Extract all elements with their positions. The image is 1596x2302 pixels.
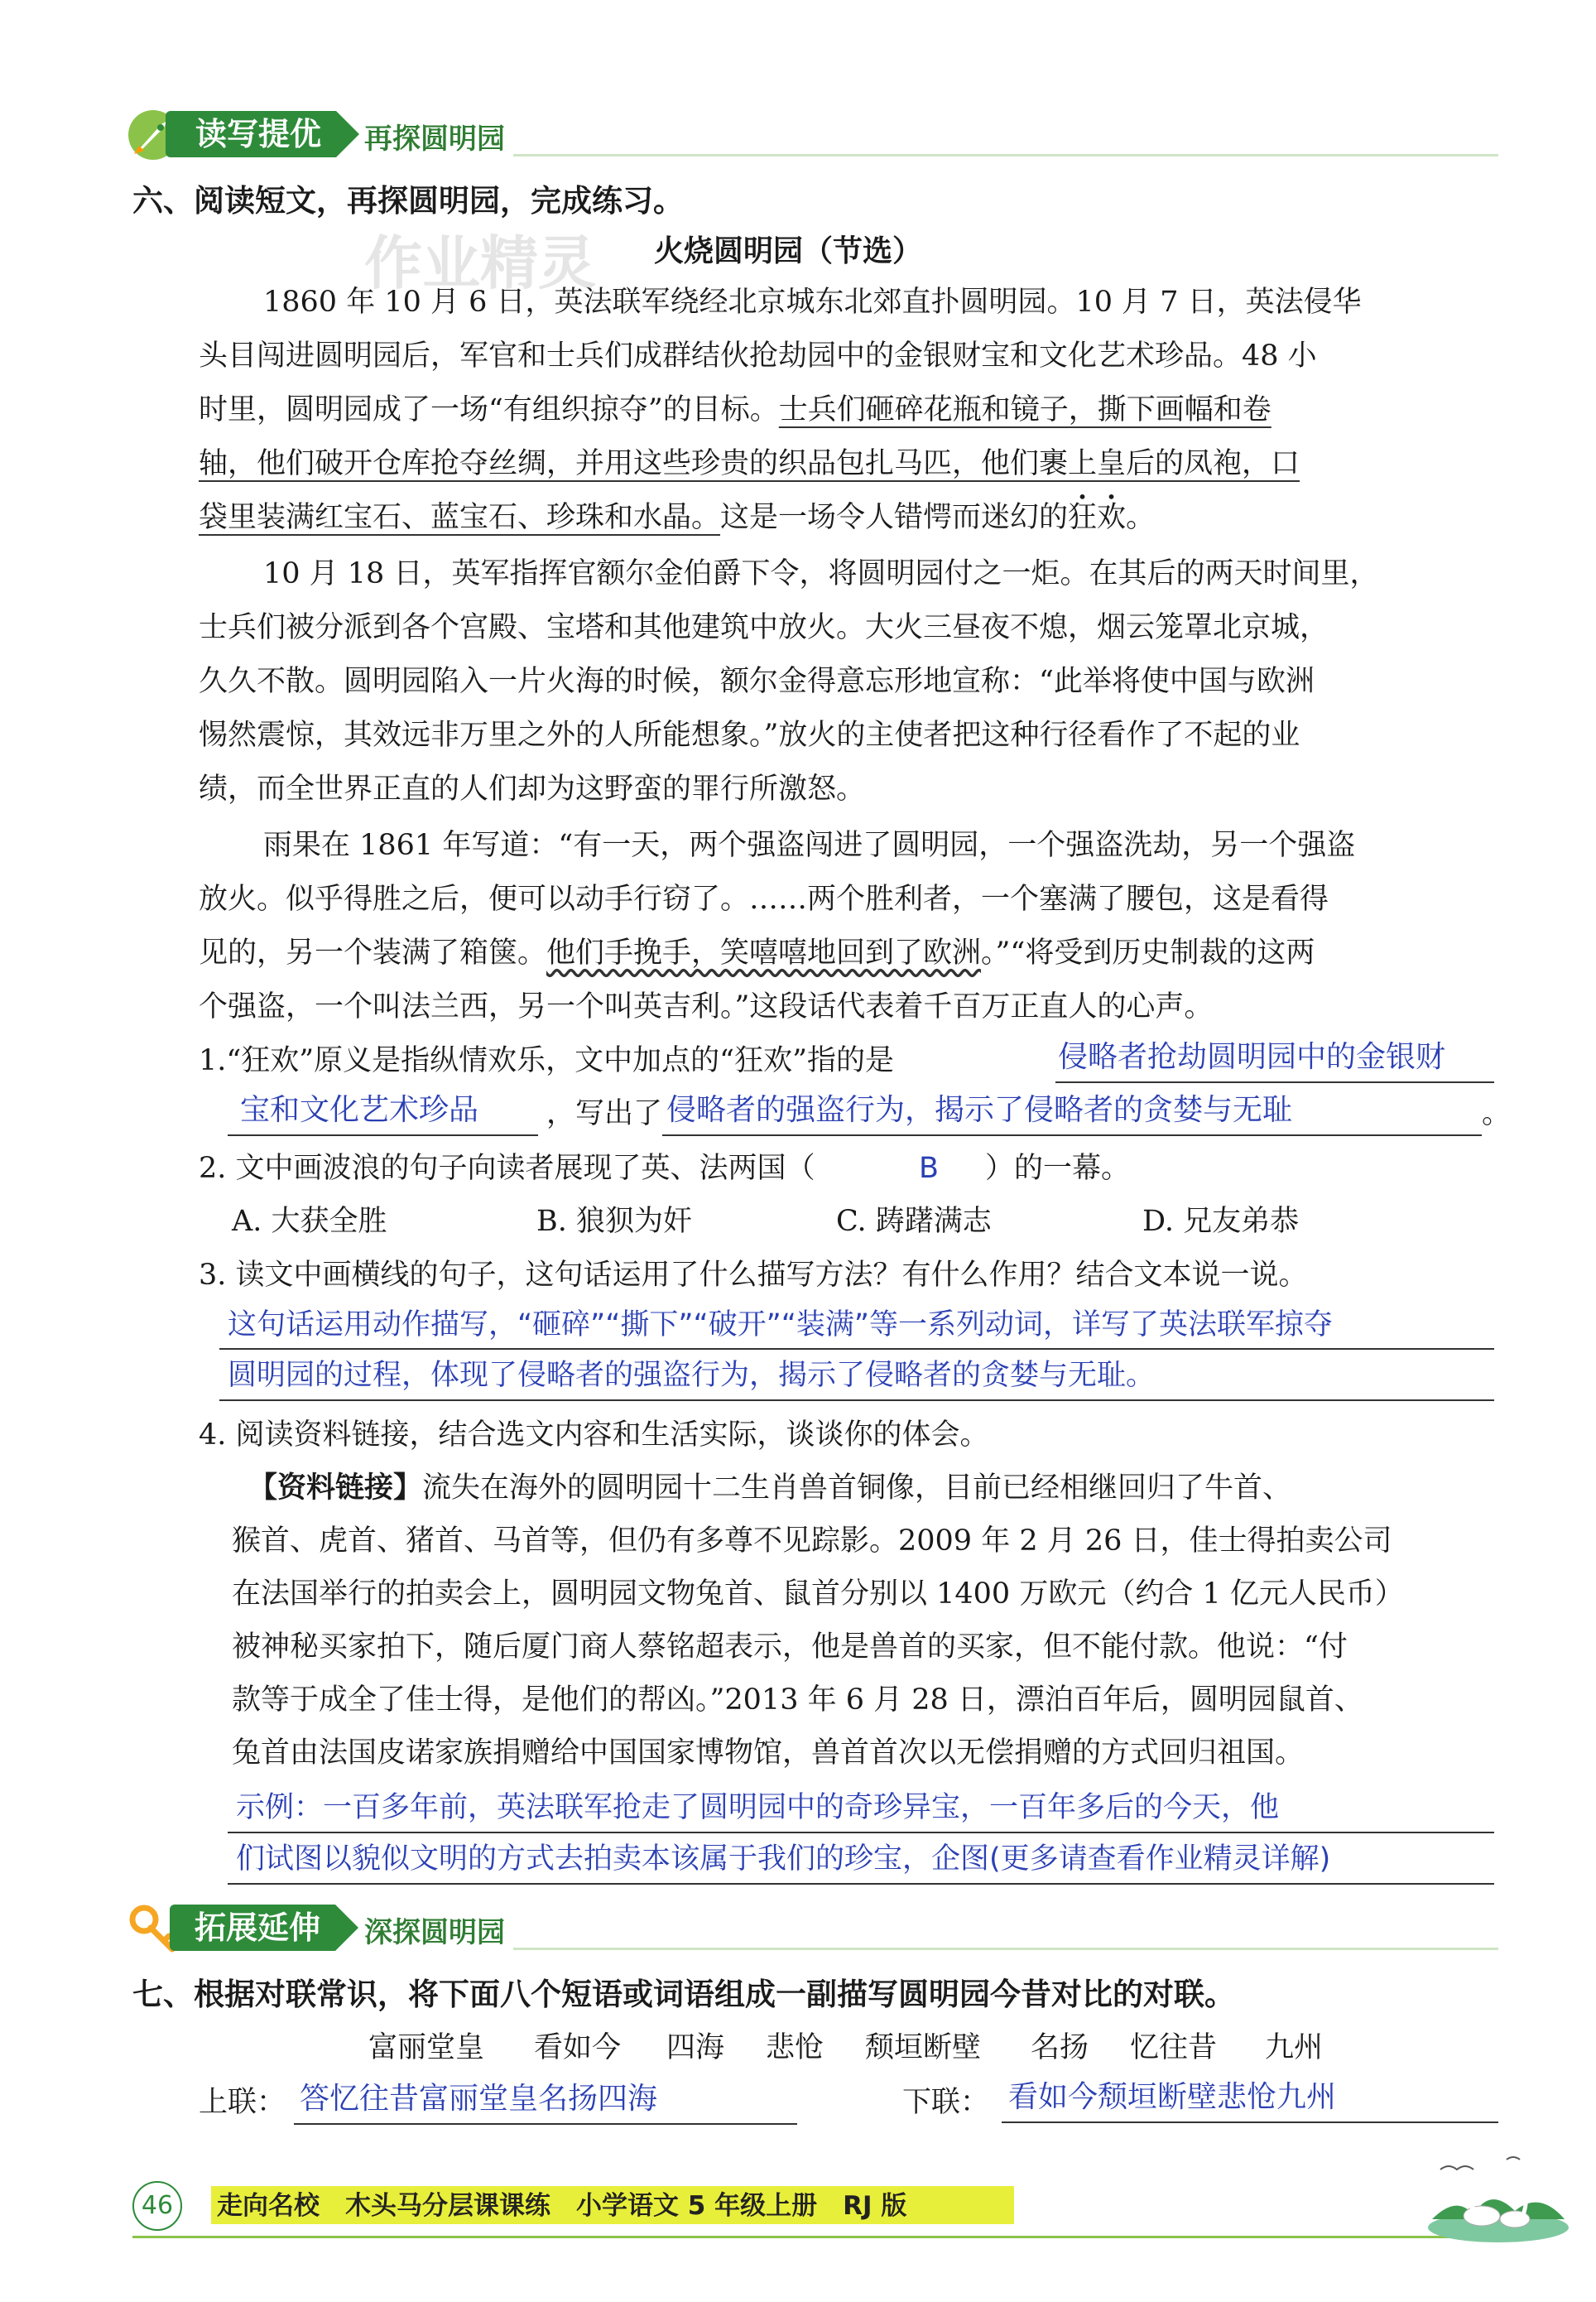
word: 九州 (1265, 2031, 1324, 2064)
subq4-answer-a[interactable]: 示例：一百多年前，英法联军抢走了圆明园中的奇珍异宝，一百年多后的今天，他 (236, 1791, 1280, 1824)
text: 流失在海外的圆明园十二生肖兽首铜像，目前已经相继回归了牛首、 (422, 1471, 1292, 1505)
option-c: C. 踌躇满志 (836, 1205, 992, 1238)
section-title: 读写提优 (166, 111, 336, 157)
footer-rule (132, 2236, 1498, 2238)
text-line (199, 443, 1300, 484)
word: 看如今 (534, 2031, 622, 2064)
text-line (199, 389, 1272, 431)
text: 。”“将受到历史制裁的这两 (981, 937, 1315, 970)
subq1-answer-1b[interactable]: 宝和文化艺术珍品 (240, 1093, 479, 1127)
option-a: A. 大获全胜 (232, 1205, 387, 1238)
answer-line (228, 1883, 1494, 1885)
text: 。 (1482, 1097, 1512, 1130)
text: 。 (1126, 501, 1156, 534)
text-line: 10 月 18 日，英军指挥官额尔金伯爵下令，将圆明园付之一炬。在其后的两天时间里， (263, 557, 1379, 590)
subq2-prompt: 2. 文中画波浪的句子向读者展现了英、法两国（ (199, 1152, 815, 1185)
text: 这是一场令人错愕而迷幻的 (720, 501, 1069, 534)
text-line: 款等于成全了佳士得，是他们的帮凶。”2013 年 6 月 28 日，漂泊百年后，圆明园鼠首、 (232, 1683, 1363, 1717)
page-number: 46 (132, 2181, 182, 2231)
section-title: 拓展延伸 (170, 1905, 335, 1951)
answer-line (294, 2123, 797, 2125)
word: 忆往昔 (1130, 2031, 1218, 2064)
option-d: D. 兄友弟恭 (1142, 1205, 1300, 1238)
word: 四海 (666, 2031, 725, 2064)
subq3-answer-b[interactable]: 圆明园的过程，体现了侵略者的强盗行为，揭示了侵略者的贪婪与无耻。 (228, 1359, 1156, 1392)
text-line: 头目闯进圆明园后，军官和士兵们成群结伙抢劫园中的金银财宝和文化艺术珍品。48 小 (199, 340, 1317, 373)
section-subtitle: 深探圆明园 (364, 1916, 505, 1949)
subq1-answer-2[interactable]: 侵略者的强盗行为，揭示了侵略者的贪婪与无耻 (666, 1093, 1293, 1127)
underlined-sentence: 轴，他们破开仓库抢夺丝绸，并用这些珍贵的织品包扎马匹，他们裹上皇后的凤袍，口 (199, 447, 1300, 480)
subq3-prompt: 3. 读文中画横线的句子，这句话运用了什么描写方法？有什么作用？结合文本说一说。 (199, 1259, 1308, 1292)
option-b: B. 狼狈为奸 (536, 1205, 692, 1238)
article-title: 火烧圆明园（节选） (654, 234, 923, 268)
dotted-char: 欢 (1097, 501, 1127, 534)
answer-line (219, 1399, 1494, 1401)
text-line (199, 932, 1315, 974)
text-line: 个强盗，一个叫法兰西，另一个叫英吉利。”这段话代表着千百万正直人的心声。 (199, 990, 1214, 1023)
section-subtitle: 再探圆明园 (364, 123, 505, 156)
subq3-answer-a[interactable]: 这句话运用动作描写，“砸碎”“撕下”“破开”“装满”等一系列动词，详写了英法联军掠夺 (228, 1308, 1334, 1341)
divider (513, 1948, 1498, 1950)
subq1-answer-1[interactable]: 侵略者抢劫圆明园中的金银财 (1058, 1040, 1446, 1074)
text: ）的一幕。 (985, 1152, 1131, 1185)
answer-line (228, 1832, 1494, 1833)
lower-couplet-answer[interactable]: 看如今颓垣断壁悲怆九州 (1008, 2080, 1337, 2114)
underlined-sentence: 袋里装满红宝石、蓝宝石、珍珠和水晶。 (199, 501, 721, 534)
text-line (199, 497, 1155, 538)
answer-line (662, 1134, 1482, 1136)
watermark: 作业精灵 (364, 229, 596, 297)
subq2-answer[interactable]: B (919, 1152, 940, 1185)
answer-line (1002, 2121, 1498, 2123)
text: ，写出了 (546, 1097, 663, 1130)
answer-line (228, 1134, 538, 1136)
wavy-sentence: 他们手挽手，笑嘻嘻地回到了欧洲 (546, 937, 982, 970)
underlined-sentence: 士兵们砸碎花瓶和镜子，撕下画幅和卷 (778, 393, 1272, 426)
text-line: 猴首、虎首、猪首、马首等，但仍有多尊不见踪影。2009 年 2 月 26 日，佳士得拍卖公司 (232, 1524, 1392, 1558)
text-line: 兔首由法国皮诺家族捐赠给中国国家博物馆，兽首首次以无偿捐赠的方式回归祖国。 (232, 1736, 1305, 1770)
text-line: 1860 年 10 月 6 日，英法联军绕经北京城东北郊直扑圆明园。10 月 7 日，英法侵华 (263, 286, 1362, 319)
question-6-heading: 六、阅读短文，再探圆明园，完成练习。 (132, 183, 684, 219)
upper-couplet-answer[interactable]: 答忆往昔富丽堂皇名扬四海 (300, 2082, 658, 2116)
word: 悲怆 (766, 2031, 824, 2064)
swan-pond-icon (1424, 2136, 1573, 2244)
subq1-prompt: 1.“狂欢”原义是指纵情欢乐，文中加点的“狂欢”指的是 (199, 1044, 894, 1077)
text-line: 惕然震惊，其效远非万里之外的人所能想象。”放火的主使者把这种行径看作了不起的业 (199, 719, 1300, 752)
dotted-char: 狂 (1068, 501, 1098, 534)
text-line: 放火。似乎得胜之后，便可以动手行窃了。……两个胜利者，一个塞满了腰包，这是看得 (199, 883, 1329, 916)
divider (513, 154, 1498, 157)
subq4-prompt: 4. 阅读资料链接，结合选文内容和生活实际，谈谈你的体会。 (199, 1418, 989, 1452)
footer-text: 走向名校 木头马分层课课练 小学语文 5 年级上册 RJ 版 (217, 2191, 907, 2221)
text-line: 久久不散。圆明园陷入一片火海的时候，额尔金得意忘形地宣称：“此举将使中国与欧洲 (199, 665, 1315, 698)
question-7-heading: 七、根据对联常识，将下面八个短语或词语组成一副描写圆明园今昔对比的对联。 (132, 1977, 1235, 2012)
text: 时里，圆明园成了一场“有组织掠夺”的目标。 (199, 393, 779, 426)
text-line: 绩，而全世界正直的人们却为这野蛮的罪行所激怒。 (199, 773, 866, 806)
word: 颓垣断壁 (865, 2031, 982, 2064)
lower-couplet-label: 下联： (902, 2086, 990, 2119)
subq4-answer-b[interactable]: 们试图以貌似文明的方式去拍卖本该属于我们的珍宝，企图(更多请查看作业精灵详解) (236, 1842, 1331, 1876)
answer-line (1055, 1081, 1494, 1083)
word: 富丽堂皇 (368, 2031, 485, 2064)
link-label: 【资料链接】 (248, 1471, 423, 1505)
text-line: 雨果在 1861 年写道：“有一天，两个强盗闯进了圆明园，一个强盗洗劫，另一个强盗 (263, 829, 1356, 862)
text-line: 被神秘买家拍下，随后厦门商人蔡铭超表示，他是兽首的买家，但不能付款。他说：“付 (232, 1630, 1348, 1664)
upper-couplet-label: 上联： (199, 2086, 286, 2119)
word: 名扬 (1031, 2031, 1089, 2064)
text-line: 士兵们被分派到各个宫殿、宝塔和其他建筑中放火。大火三昼夜不熄，烟云笼罩北京城， (199, 611, 1329, 644)
text: 见的，另一个装满了箱箧。 (199, 937, 547, 970)
answer-line (219, 1348, 1494, 1350)
text-line (248, 1467, 1291, 1509)
text-line: 在法国举行的拍卖会上，圆明园文物兔首、鼠首分别以 1400 万欧元（约合 1 亿元人民币） (232, 1577, 1404, 1611)
